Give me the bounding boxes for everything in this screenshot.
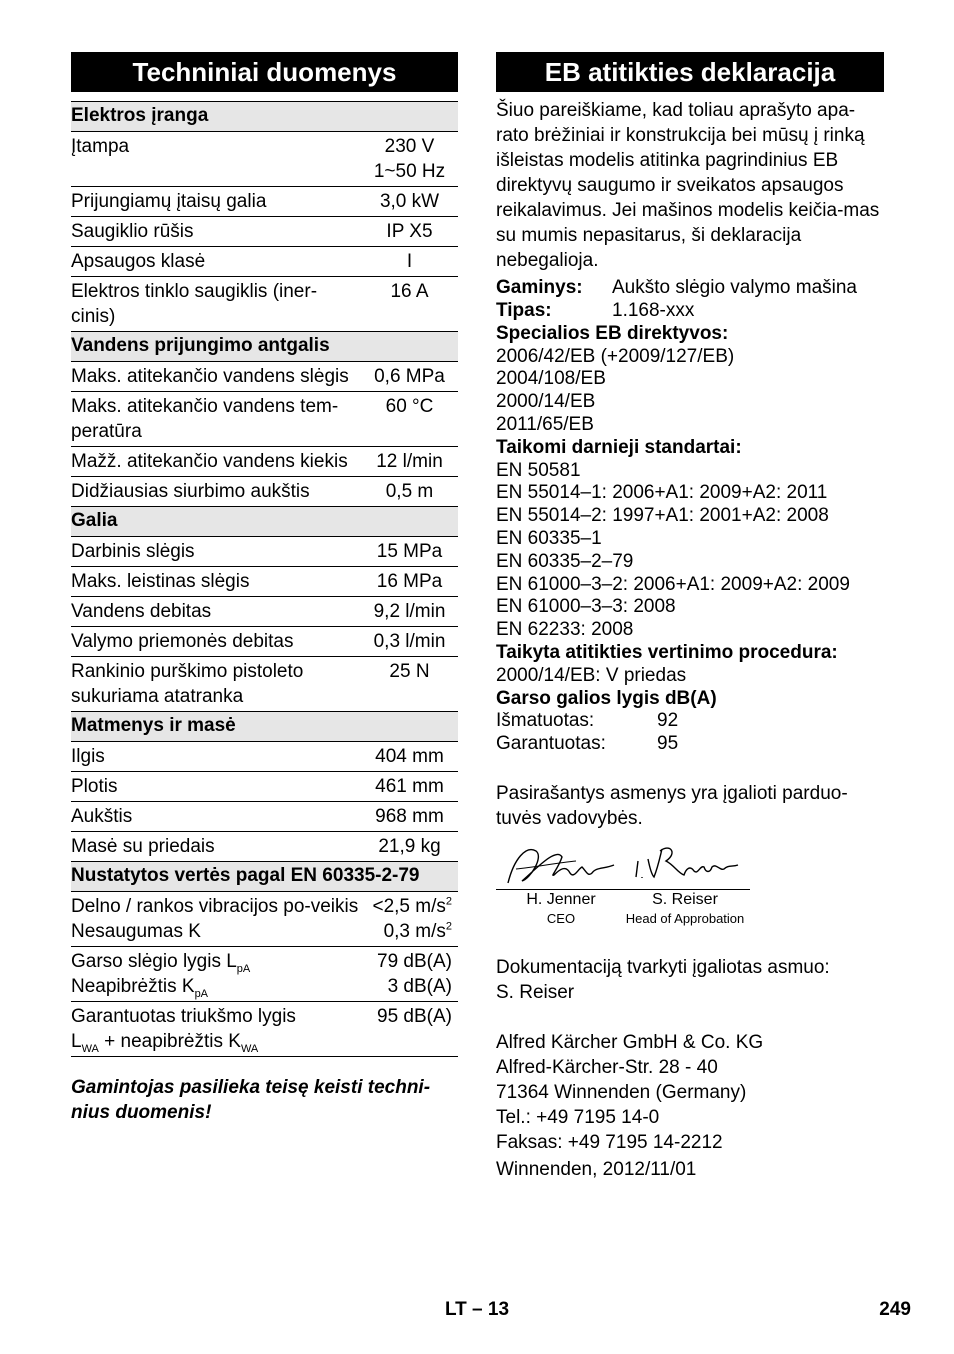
spec-value: 0,5 m xyxy=(361,477,458,507)
address-line: 71364 Winnenden (Germany) xyxy=(496,1081,747,1103)
measured-value: 92 xyxy=(657,710,679,732)
section-header: Galia xyxy=(71,507,458,537)
spec-label: Įtampa xyxy=(71,132,361,187)
spec-value: 968 mm xyxy=(361,802,458,832)
table-row xyxy=(71,832,458,862)
spec-value: 60 °C xyxy=(361,392,458,447)
guaranteed-value: 95 xyxy=(657,733,679,755)
technical-data-table xyxy=(71,101,458,892)
spec-value: IP X5 xyxy=(361,217,458,247)
standard-item: EN 62233: 2008 xyxy=(496,619,634,641)
standard-item: EN 55014–2: 1997+A1: 2001+A2: 2008 xyxy=(496,505,829,527)
section-header: Vandens prijungimo antgalis xyxy=(71,332,458,362)
directives-label: Specialios EB direktyvos: xyxy=(496,322,729,344)
directive-item: 2000/14/EB xyxy=(496,391,596,413)
signer2-name: S. Reiser xyxy=(620,889,750,910)
table-row xyxy=(71,657,458,712)
standards-label: Taikomi darnieji standartai: xyxy=(496,436,742,458)
spec-label: Apsaugos klasė xyxy=(71,247,361,277)
guaranteed-row xyxy=(496,733,884,756)
vibration-uncertainty-value: 0,3 $m/s^2$ xyxy=(383,920,452,942)
spec-value: 16 A xyxy=(361,277,458,332)
signer1-name: H. Jenner xyxy=(496,889,626,910)
measured-row xyxy=(496,710,884,733)
guaranteed-noise-label: Garantuotas triukšmo lygis xyxy=(71,1006,296,1027)
standard-item: EN 50581 xyxy=(496,459,581,481)
table-row xyxy=(71,217,458,247)
table-row xyxy=(71,277,458,332)
table-row xyxy=(71,597,458,627)
spec-value: 3,0 kW xyxy=(361,187,458,217)
type-row xyxy=(496,300,884,323)
standards-list xyxy=(496,460,884,642)
spec-label: Prijungiamų įtaisų galia xyxy=(71,187,361,217)
type-value: 1.168-xxx xyxy=(612,300,695,321)
spec-value: 12 l/min xyxy=(361,447,458,477)
spec-value: 16 MPa xyxy=(361,567,458,597)
standard-item: EN 61000–3–3: 2008 xyxy=(496,596,676,618)
company-address xyxy=(496,1030,884,1155)
technical-data-column xyxy=(71,52,458,1125)
table-row xyxy=(71,567,458,597)
declaration-intro: Šiuo pareiškiame, kad toliau aprašyto apa-rato brėžiniai ir konstrukcija bei mūsų į rinką išleistas modelis atitinka pagrindinius EB direktyvų saugumo ir sveikatos apsaugos reikalavimus. Jei mašinos modelis keičia-mas su mumis nepasitarus, ši deklaracija nebegalioja. xyxy=(496,100,880,271)
signature-reiser xyxy=(620,839,750,928)
signature-jenner xyxy=(496,839,626,928)
standard-item: EN 60335–2–79 xyxy=(496,550,634,572)
spec-value: 15 MPa xyxy=(361,537,458,567)
directive-item: 2004/108/EB xyxy=(496,368,606,390)
address-line: Alfred-Kärcher-Str. 28 - 40 xyxy=(496,1056,718,1078)
spec-label: Mažž. atitekančio vandens kiekis xyxy=(71,447,361,477)
page-footer-section: LT – 13 xyxy=(444,1299,510,1320)
section-header: Elektros įranga xyxy=(71,102,458,132)
guaranteed-noise-value: 95 dB(A) xyxy=(377,1006,452,1027)
table-row xyxy=(71,892,458,947)
declaration-column xyxy=(496,52,884,1182)
spec-label: Vandens debitas xyxy=(71,597,361,627)
standard-item: EN 60335–1 xyxy=(496,527,602,549)
table-row xyxy=(71,392,458,447)
spec-label: Ilgis xyxy=(71,742,361,772)
table-row xyxy=(71,772,458,802)
sound-power-label: Garso galios lygis dB(A) xyxy=(496,687,717,709)
section-header: Matmenys ir masė xyxy=(71,712,458,742)
signer1-role: CEO xyxy=(546,910,576,926)
place-date: Winnenden, 2012/11/01 xyxy=(496,1158,697,1180)
vibration-label: Delno / rankos vibracijos po-veikis xyxy=(71,896,359,917)
documentation-person: S. Reiser xyxy=(496,981,575,1003)
table-row xyxy=(71,627,458,657)
spec-label: Valymo priemonės debitas xyxy=(71,627,361,657)
page-number: 249 xyxy=(879,1299,911,1320)
address-line: Faksas: +49 7195 14-2212 xyxy=(496,1131,723,1153)
spec-label: Elektros tinklo saugiklis (iner-cinis) xyxy=(71,277,361,332)
jenner-signature-image xyxy=(496,839,626,889)
spec-value: 461 mm xyxy=(361,772,458,802)
directives-list xyxy=(496,346,884,437)
table-row xyxy=(71,537,458,567)
product-value: Aukšto slėgio valymo mašina xyxy=(612,277,857,298)
spec-label: Rankinio purškimo pistoleto sukuriama atatranka xyxy=(71,657,361,712)
signer2-role: Head of Approbation xyxy=(625,910,745,926)
technical-data-title: Techniniai duomenys xyxy=(71,52,458,92)
table-row xyxy=(71,132,458,187)
guaranteed-label: Garantuotas: xyxy=(496,733,606,755)
spec-label: Maks. leistinas slėgis xyxy=(71,567,361,597)
sound-uncertainty-value: 3 dB(A) xyxy=(387,976,452,997)
spec-label: Plotis xyxy=(71,772,361,802)
spec-value: 404 mm xyxy=(361,742,458,772)
spec-label: Darbinis slėgis xyxy=(71,537,361,567)
directive-item: 2011/65/EB xyxy=(496,413,594,435)
uncertainty-label: Nesaugumas K xyxy=(71,921,201,942)
table-row xyxy=(71,742,458,772)
type-label: Tipas: xyxy=(496,300,552,321)
spec-value: I xyxy=(361,247,458,277)
procedure-label: Taikyta atitikties vertinimo procedura: xyxy=(496,641,838,663)
signers-text: Pasirašantys asmenys yra įgalioti parduo-tuvės vadovybės. xyxy=(496,782,848,829)
spec-value: 21,9 kg xyxy=(361,832,458,862)
address-line: Alfred Kärcher GmbH & Co. KG xyxy=(496,1031,764,1053)
measured-label: Išmatuotas: xyxy=(496,710,595,732)
table-row xyxy=(71,447,458,477)
table-row xyxy=(71,802,458,832)
documentation-text: Dokumentaciją tvarkyti įgaliotas asmuo: xyxy=(496,956,830,978)
table-row xyxy=(71,187,458,217)
disclaimer-note: Gamintojas pasilieka teisę keisti techni-nius duomenis! xyxy=(71,1077,431,1123)
spec-label: Saugiklio rūšis xyxy=(71,217,361,247)
spec-value: 0,3 l/min xyxy=(361,627,458,657)
declaration-title: EB atitikties deklaracija xyxy=(496,52,884,92)
sound-pressure-value: 79 dB(A) xyxy=(377,951,452,972)
address-line: Tel.: +49 7195 14-0 xyxy=(496,1106,660,1128)
guaranteed-noise-label-2: $L_{WA}$ + neapibrėžtis $K_{WA}$ xyxy=(71,1031,259,1055)
section-header: Nustatytos vertės pagal EN 60335-2-79 xyxy=(71,862,458,892)
directive-item: 2006/42/EB (+2009/127/EB) xyxy=(496,345,735,367)
table-row xyxy=(71,477,458,507)
standard-item: EN 61000–3–2: 2006+A1: 2009+A2: 2009 xyxy=(496,573,850,595)
spec-value: 25 N xyxy=(361,657,458,712)
spec-label: Didžiausias siurbimo aukštis xyxy=(71,477,361,507)
spec-label: Aukštis xyxy=(71,802,361,832)
procedure-value: 2000/14/EB: V priedas xyxy=(496,664,687,686)
sound-pressure-label: Garso slėgio lygis $L_{pA}$ xyxy=(71,951,251,975)
product-label: Gaminys: xyxy=(496,277,583,298)
spec-value: 230 V 1~50 Hz xyxy=(361,132,458,187)
reiser-signature-image xyxy=(620,839,750,889)
standard-item: EN 55014–1: 2006+A1: 2009+A2: 2011 xyxy=(496,482,828,504)
vibration-value: <2,5 $m/s^2$ xyxy=(372,895,452,917)
sound-uncertainty-label: Neapibrėžtis $K_{pA}$ xyxy=(71,976,209,1000)
table-row xyxy=(71,362,458,392)
signatures xyxy=(496,839,884,949)
spec-value: 9,2 l/min xyxy=(361,597,458,627)
table-row xyxy=(71,247,458,277)
table-row xyxy=(71,1002,458,1057)
spec-label: Masė su priedais xyxy=(71,832,361,862)
spec-label: Maks. atitekančio vandens slėgis xyxy=(71,362,361,392)
spec-value: 0,6 MPa xyxy=(361,362,458,392)
spec-label: Maks. atitekančio vandens tem-peratūra xyxy=(71,392,361,447)
measured-values-table xyxy=(71,892,458,1057)
product-row xyxy=(496,275,884,300)
table-row xyxy=(71,947,458,1002)
